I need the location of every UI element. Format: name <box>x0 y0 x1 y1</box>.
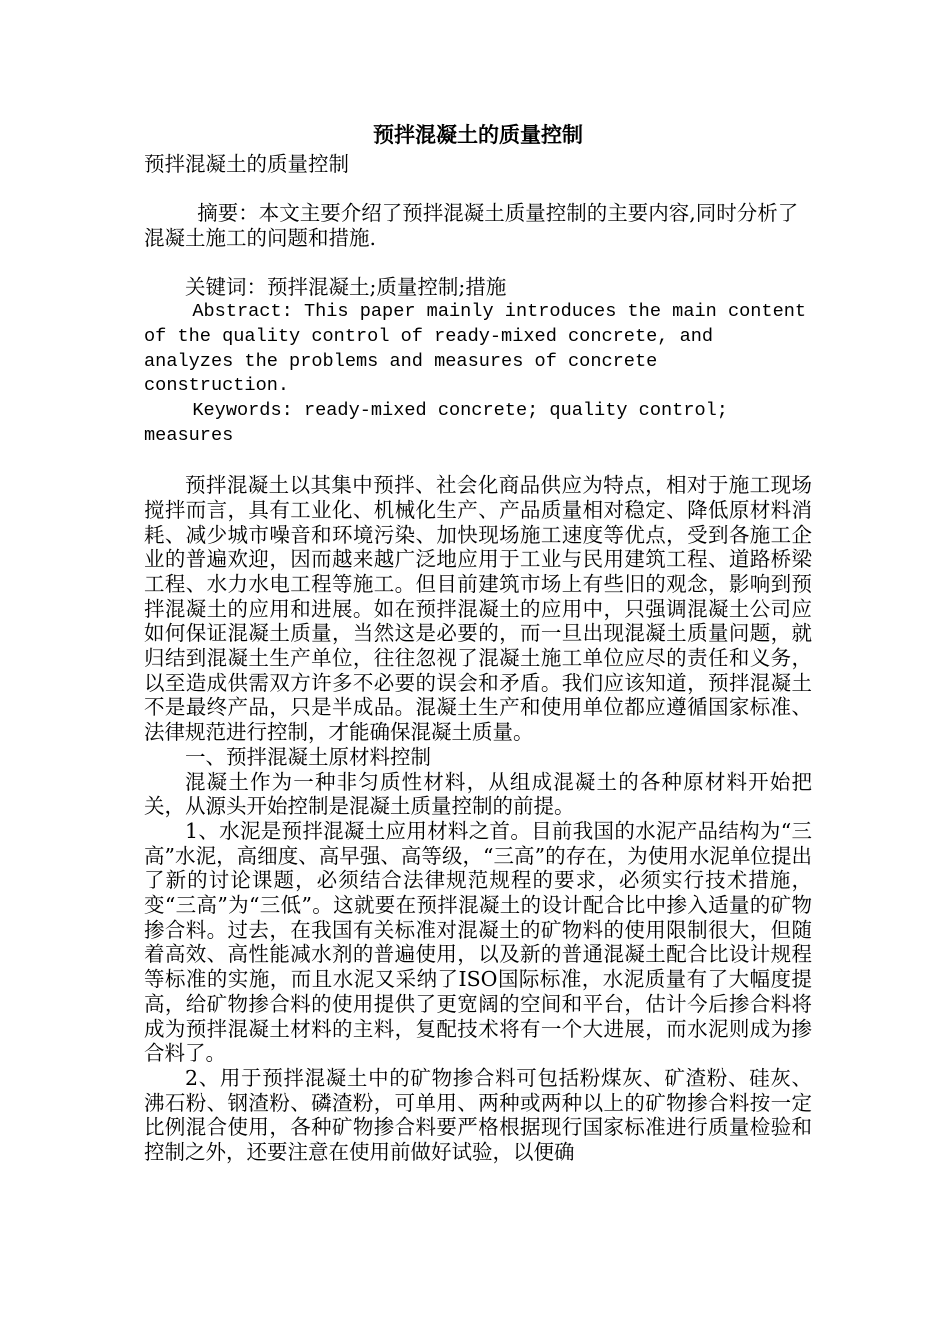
keywords-chinese: 关键词：预拌混凝土;质量控制;措施 <box>185 275 507 300</box>
item-paragraph-1: 1、水泥是预拌混凝土应用材料之首。目前我国的水泥产品结构为“三高”水泥，高细度、高早强、高等级，“三高”的存在，为使用水泥单位提出了新的讨论课题，必须结合法律规范规程的要求，必须实行技术措施，变“三高”为“三低”。这就要在预拌混凝土的设计配合比中掺入适量的矿物掺合料。过去，在我国有关标准对混凝土的矿物料的使用限制很大，但随着高效、高性能减水剂的普遍使用，以及新的普通混凝土配合比设计规程等标准的实施，而且水泥又采纳了ISO国际标准，水泥质量有了大幅度提高，给矿物掺合料的使用提供了更宽阔的空间和平台，估计今后掺合料将成为预拌混凝土材料的主料，复配技术将有一个大进展，而水泥则成为掺合料了。 <box>144 818 812 1066</box>
blank-line <box>144 177 812 202</box>
blank-line <box>144 448 812 473</box>
section-intro-paragraph: 混凝土作为一种非匀质性材料，从组成混凝土的各种原材料开始把关，从源头开始控制是混凝土质量控制的前提。 <box>144 769 812 819</box>
document-body <box>144 118 812 1165</box>
abstract-english: Abstract: This paper mainly introduces the main content of the quality control of ready-mixed concrete, and analyzes the problems and measures of concrete construction. <box>144 301 807 397</box>
item-paragraph-2: 2、用于预拌混凝土中的矿物掺合料可包括粉煤灰、矿渣粉、硅灰、沸石粉、钢渣粉、磷渣粉，可单用、两种或两种以上的矿物掺合料按一定比例混合使用，各种矿物掺合料要严格根据现行国家标准进行质量检验和控制之外，还要注意在使用前做好试验，以便确 <box>144 1065 812 1165</box>
document-subtitle: 预拌混凝土的质量控制 <box>144 152 349 176</box>
keywords-english: Keywords: ready-mixed concrete; quality control; measures <box>144 400 728 446</box>
intro-paragraph: 预拌混凝土以其集中预拌、社会化商品供应为特点，相对于施工现场搅拌而言，具有工业化、机械化生产、产品质量相对稳定、降低原材料消耗、减少城市噪音和环境污染、加快现场施工速度等优点，受到各施工企业的普遍欢迎，因而越来越广泛地应用于工业与民用建筑工程、道路桥梁工程、水力水电工程等施工。但目前建筑市场上有些旧的观念，影响到预拌混凝土的应用和进展。如在预拌混凝土的应用中，只强调混凝土公司应如何保证混凝土质量，当然这是必要的，而一旦出现混凝土质量问题，就归结到混凝土生产单位，往往忽视了混凝土施工单位应尽的责任和义务，以至造成供需双方许多不必要的误会和矛盾。我们应该知道，预拌混凝土不是最终产品，只是半成品。混凝土生产和使用单位都应遵循国家标准、法律规范进行控制，才能确保混凝土质量。 <box>144 473 812 745</box>
blank-line <box>144 251 812 276</box>
abstract-chinese: 摘要：本文主要介绍了预拌混凝土质量控制的主要内容,同时分析了混凝土施工的问题和措施. <box>144 201 799 251</box>
section-heading: 一、预拌混凝土原材料控制 <box>185 744 431 769</box>
document-title: 预拌混凝土的质量控制 <box>373 122 583 147</box>
